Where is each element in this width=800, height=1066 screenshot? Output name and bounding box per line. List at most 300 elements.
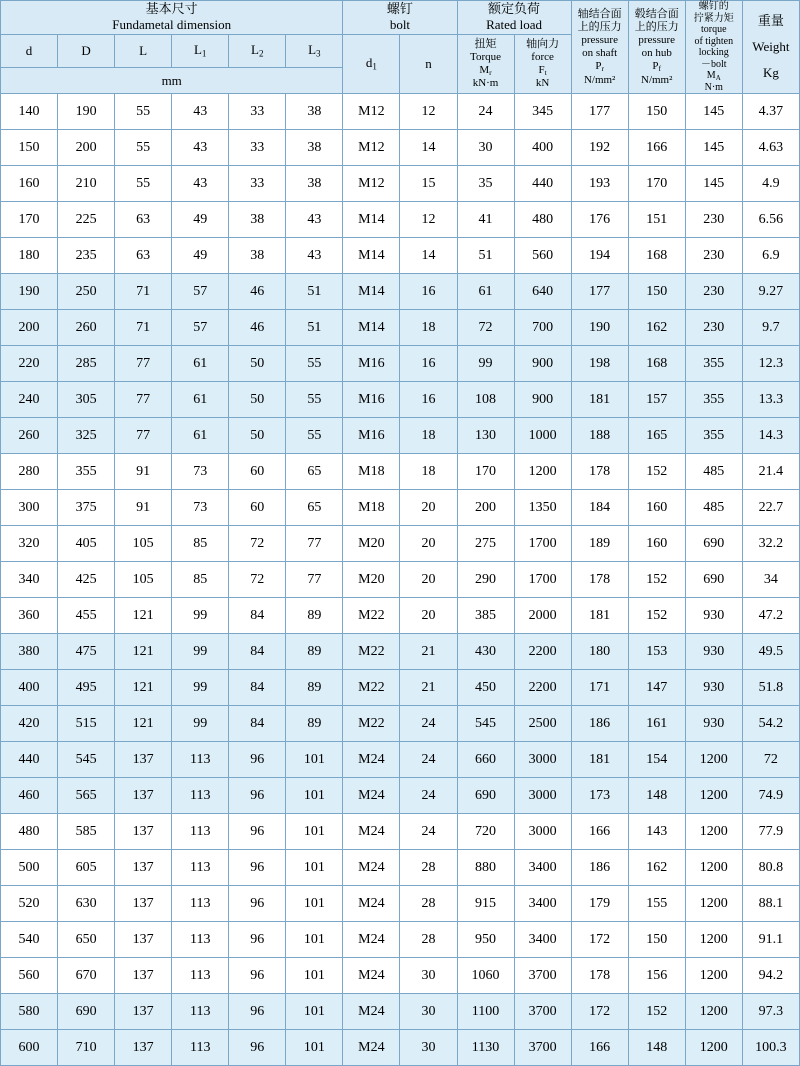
header-group-rated-load (457, 1, 571, 35)
table-cell: 6.56 (742, 202, 799, 238)
header-group-fundamental (1, 1, 343, 35)
table-cell: 455 (58, 598, 115, 634)
table-row (1, 490, 800, 526)
table-cell: 30 (400, 1030, 457, 1066)
table-cell: 33 (229, 130, 286, 166)
table-cell: 46 (229, 310, 286, 346)
table-cell: 72 (457, 310, 514, 346)
table-cell: 930 (685, 634, 742, 670)
table-cell: 565 (58, 778, 115, 814)
header-col-axial-force-unit: kN (535, 77, 550, 90)
table-row (1, 778, 800, 814)
table-cell: 189 (571, 526, 628, 562)
table-cell: 96 (229, 1030, 286, 1066)
table-cell: 77.9 (742, 814, 799, 850)
table-cell: 930 (685, 706, 742, 742)
table-cell: 178 (571, 562, 628, 598)
table-cell: 101 (286, 994, 343, 1030)
table-cell: 700 (514, 310, 571, 346)
table-cell: 89 (286, 634, 343, 670)
table-cell: 235 (58, 238, 115, 274)
table-cell: 545 (457, 706, 514, 742)
table-cell: 121 (115, 598, 172, 634)
table-cell: 21.4 (742, 454, 799, 490)
table-cell: 177 (571, 94, 628, 130)
table-cell: 47.2 (742, 598, 799, 634)
table-cell: 200 (1, 310, 58, 346)
table-cell: 168 (628, 346, 685, 382)
table-cell: 77 (115, 418, 172, 454)
table-cell: 54.2 (742, 706, 799, 742)
table-cell: 900 (514, 382, 571, 418)
table-cell: 440 (514, 166, 571, 202)
table-cell: 605 (58, 850, 115, 886)
table-cell: 210 (58, 166, 115, 202)
table-cell: 3400 (514, 922, 571, 958)
table-cell: 162 (628, 850, 685, 886)
table-cell: 28 (400, 850, 457, 886)
table-cell: 3700 (514, 958, 571, 994)
table-cell: 1200 (685, 922, 742, 958)
table-cell: 35 (457, 166, 514, 202)
table-cell: 150 (628, 94, 685, 130)
header-col-L1: $L_1$ (172, 34, 229, 68)
table-cell: M24 (343, 814, 400, 850)
table-row (1, 418, 800, 454)
table-cell: 180 (1, 238, 58, 274)
table-cell: M16 (343, 382, 400, 418)
table-cell: 168 (628, 238, 685, 274)
table-cell: 33 (229, 166, 286, 202)
table-row (1, 382, 800, 418)
table-cell: 440 (1, 742, 58, 778)
header-locking-bolt-torque-symbol: $M_A$ (706, 70, 721, 82)
table-cell: 43 (286, 202, 343, 238)
table-cell: 77 (286, 526, 343, 562)
table-cell: 156 (628, 958, 685, 994)
table-cell: 96 (229, 958, 286, 994)
table-cell: 1200 (685, 994, 742, 1030)
table-cell: 84 (229, 706, 286, 742)
header-pressure-on-hub (628, 1, 685, 94)
table-row (1, 886, 800, 922)
table-cell: 1100 (457, 994, 514, 1030)
table-cell: 38 (286, 130, 343, 166)
table-cell: 240 (1, 382, 58, 418)
table-cell: 73 (172, 454, 229, 490)
table-cell: 150 (628, 274, 685, 310)
table-cell: M12 (343, 166, 400, 202)
header-pressure-on-shaft-en1: pressure (581, 33, 618, 46)
table-cell: 400 (514, 130, 571, 166)
header-group-bolt-cn: 螺钉 (386, 1, 413, 16)
header-pressure-on-shaft-cn2: 上的压力 (577, 20, 622, 33)
header-pressure-on-hub-cn1: 毂结合面 (634, 7, 679, 20)
table-cell: 89 (286, 706, 343, 742)
table-cell: 1200 (685, 850, 742, 886)
table-cell: 230 (685, 310, 742, 346)
table-cell: 710 (58, 1030, 115, 1066)
table-cell: 290 (457, 562, 514, 598)
table-cell: 178 (571, 454, 628, 490)
table-cell: 360 (1, 598, 58, 634)
table-cell: 63 (115, 238, 172, 274)
table-cell: 49 (172, 202, 229, 238)
header-locking-bolt-torque-en1: torque (701, 24, 727, 35)
table-cell: 72 (229, 526, 286, 562)
table-cell: M18 (343, 454, 400, 490)
table-cell: 580 (1, 994, 58, 1030)
table-cell: 143 (628, 814, 685, 850)
table-cell: 600 (1, 1030, 58, 1066)
table-cell: 43 (172, 94, 229, 130)
table-cell: 18 (400, 310, 457, 346)
table-cell: 650 (58, 922, 115, 958)
table-cell: 50 (229, 418, 286, 454)
table-cell: 190 (1, 274, 58, 310)
table-row (1, 310, 800, 346)
table-row (1, 634, 800, 670)
table-cell: 65 (286, 454, 343, 490)
table-cell: 72 (742, 742, 799, 778)
table-cell: M14 (343, 202, 400, 238)
header-col-L3: $L_3$ (286, 34, 343, 68)
table-cell: 9.7 (742, 310, 799, 346)
table-cell: 150 (628, 922, 685, 958)
table-cell: 55 (286, 346, 343, 382)
table-cell: 630 (58, 886, 115, 922)
header-pressure-on-hub-unit: N/mm² (641, 73, 673, 86)
table-cell: 515 (58, 706, 115, 742)
table-cell: M22 (343, 670, 400, 706)
table-cell: 480 (1, 814, 58, 850)
table-cell: 113 (172, 958, 229, 994)
header-col-torque-unit: kN·m (472, 77, 499, 90)
table-cell: 1700 (514, 526, 571, 562)
table-row (1, 346, 800, 382)
table-cell: 94.2 (742, 958, 799, 994)
table-cell: M24 (343, 778, 400, 814)
table-cell: 91 (115, 490, 172, 526)
table-cell: 38 (229, 238, 286, 274)
header-col-L: L (115, 34, 172, 68)
table-cell: 166 (571, 1030, 628, 1066)
table-cell: 24 (400, 814, 457, 850)
table-cell: 172 (571, 994, 628, 1030)
table-cell: 21 (400, 634, 457, 670)
header-weight (742, 1, 799, 94)
table-cell: 305 (58, 382, 115, 418)
table-cell: 190 (571, 310, 628, 346)
table-cell: 430 (457, 634, 514, 670)
table-cell: M24 (343, 742, 400, 778)
table-cell: 1200 (685, 886, 742, 922)
table-cell: 230 (685, 202, 742, 238)
table-cell: 1200 (685, 814, 742, 850)
table-cell: 2200 (514, 634, 571, 670)
table-cell: M24 (343, 886, 400, 922)
table-row (1, 130, 800, 166)
header-group-bolt (343, 1, 457, 35)
table-cell: 280 (1, 454, 58, 490)
table-row (1, 1030, 800, 1066)
table-cell: 137 (115, 958, 172, 994)
table-cell: 100.3 (742, 1030, 799, 1066)
table-cell: 101 (286, 778, 343, 814)
table-cell: 72 (229, 562, 286, 598)
table-cell: 57 (172, 274, 229, 310)
table-cell: 20 (400, 598, 457, 634)
table-cell: 950 (457, 922, 514, 958)
table-cell: 157 (628, 382, 685, 418)
table-cell: 24 (457, 94, 514, 130)
table-row (1, 526, 800, 562)
table-cell: 51 (457, 238, 514, 274)
table-cell: 152 (628, 994, 685, 1030)
table-cell: 24 (400, 778, 457, 814)
table-cell: 160 (628, 490, 685, 526)
header-col-D: D (58, 34, 115, 68)
table-cell: M24 (343, 1030, 400, 1066)
table-cell: 420 (1, 706, 58, 742)
table-cell: 101 (286, 1030, 343, 1066)
header-pressure-on-hub-en1: pressure (638, 33, 676, 46)
table-cell: 84 (229, 670, 286, 706)
table-cell: M14 (343, 310, 400, 346)
table-cell: 71 (115, 310, 172, 346)
table-cell: 165 (628, 418, 685, 454)
table-cell: 14 (400, 238, 457, 274)
table-cell: 9.27 (742, 274, 799, 310)
table-cell: 930 (685, 598, 742, 634)
table-cell: 1000 (514, 418, 571, 454)
table-cell: 96 (229, 778, 286, 814)
table-cell: 28 (400, 922, 457, 958)
table-cell: 137 (115, 1030, 172, 1066)
table-cell: 77 (115, 382, 172, 418)
table-cell: 91 (115, 454, 172, 490)
table-cell: 99 (172, 670, 229, 706)
table-cell: 85 (172, 526, 229, 562)
header-pressure-on-shaft-symbol: $P_r$ (595, 60, 604, 74)
header-weight-cn: 重量 (757, 12, 784, 28)
header-group-fundamental-en: Fundametal dimension (112, 17, 232, 33)
table-cell: M18 (343, 490, 400, 526)
table-cell: 101 (286, 886, 343, 922)
header-group-rated-load-en: Rated load (486, 17, 543, 33)
table-row (1, 202, 800, 238)
header-locking-bolt-torque-cn1: 螺钉的 (698, 1, 729, 12)
table-cell: 55 (286, 418, 343, 454)
table-cell: 85 (172, 562, 229, 598)
table-cell: 170 (1, 202, 58, 238)
table-cell: 96 (229, 994, 286, 1030)
table-cell: 108 (457, 382, 514, 418)
table-cell: 198 (571, 346, 628, 382)
table-cell: 15 (400, 166, 457, 202)
table-cell: M16 (343, 418, 400, 454)
table-cell: 97.3 (742, 994, 799, 1030)
table-cell: 200 (457, 490, 514, 526)
table-cell: 91.1 (742, 922, 799, 958)
header-pressure-on-shaft-unit: N/mm² (583, 73, 616, 86)
table-row (1, 454, 800, 490)
table-cell: M22 (343, 634, 400, 670)
header-group-bolt-en: bolt (389, 17, 411, 33)
table-cell: M12 (343, 130, 400, 166)
table-cell: 6.9 (742, 238, 799, 274)
table-cell: 60 (229, 454, 286, 490)
table-cell: 152 (628, 562, 685, 598)
table-cell: 96 (229, 742, 286, 778)
table-cell: 720 (457, 814, 514, 850)
table-cell: 3700 (514, 994, 571, 1030)
table-cell: 3400 (514, 850, 571, 886)
table-cell: M24 (343, 850, 400, 886)
table-cell: 560 (514, 238, 571, 274)
table-cell: 1200 (685, 778, 742, 814)
table-cell: 1200 (685, 958, 742, 994)
table-cell: 113 (172, 778, 229, 814)
table-cell: 320 (1, 526, 58, 562)
table-cell: 24 (400, 742, 457, 778)
table-cell: 137 (115, 742, 172, 778)
header-col-torque-symbol: $M_r$ (479, 63, 492, 77)
table-cell: 660 (457, 742, 514, 778)
table-cell: 166 (571, 814, 628, 850)
table-cell: 690 (58, 994, 115, 1030)
header-col-torque-cn: 扭矩 (474, 37, 497, 50)
table-cell: 137 (115, 994, 172, 1030)
header-col-torque-en: Torque (470, 50, 502, 63)
table-cell: 16 (400, 346, 457, 382)
table-cell: 250 (58, 274, 115, 310)
table-cell: 140 (1, 94, 58, 130)
table-cell: 400 (1, 670, 58, 706)
table-row (1, 670, 800, 706)
table-cell: 585 (58, 814, 115, 850)
table-cell: M24 (343, 958, 400, 994)
table-cell: 485 (685, 454, 742, 490)
table-cell: 177 (571, 274, 628, 310)
table-row (1, 850, 800, 886)
table-cell: 43 (172, 130, 229, 166)
table-cell: M22 (343, 706, 400, 742)
table-cell: 51 (286, 274, 343, 310)
table-cell: M12 (343, 94, 400, 130)
table-row (1, 562, 800, 598)
table-cell: 145 (685, 94, 742, 130)
table-cell: 176 (571, 202, 628, 238)
table-cell: 405 (58, 526, 115, 562)
table-cell: 89 (286, 670, 343, 706)
header-col-axial-force-en: force (531, 50, 554, 63)
table-cell: 145 (685, 130, 742, 166)
table-cell: 2000 (514, 598, 571, 634)
table-cell: 190 (58, 94, 115, 130)
table-cell: 99 (172, 706, 229, 742)
table-cell: 80.8 (742, 850, 799, 886)
table-cell: 55 (115, 94, 172, 130)
header-pressure-on-hub-symbol: $P_f$ (652, 60, 662, 74)
table-cell: 1200 (685, 1030, 742, 1066)
table-cell: 230 (685, 274, 742, 310)
table-cell: M24 (343, 994, 400, 1030)
header-col-n: n (400, 34, 457, 94)
header-col-axial-force-symbol: $F_t$ (538, 63, 547, 77)
table-cell: 38 (229, 202, 286, 238)
table-cell: 14 (400, 130, 457, 166)
table-cell: 113 (172, 814, 229, 850)
table-cell: 148 (628, 778, 685, 814)
table-cell: 137 (115, 922, 172, 958)
table-cell: 495 (58, 670, 115, 706)
table-cell: 113 (172, 850, 229, 886)
table-cell: 1700 (514, 562, 571, 598)
table-cell: 260 (58, 310, 115, 346)
table-row (1, 742, 800, 778)
table-cell: 28 (400, 886, 457, 922)
table-cell: 50 (229, 382, 286, 418)
header-pressure-on-shaft-en2: on shaft (582, 47, 618, 60)
table-cell: 34 (742, 562, 799, 598)
table-cell: 172 (571, 922, 628, 958)
table-cell: 55 (115, 130, 172, 166)
table-cell: 161 (628, 706, 685, 742)
table-cell: M14 (343, 274, 400, 310)
table-cell: 145 (685, 166, 742, 202)
table-cell: 21 (400, 670, 457, 706)
table-row (1, 166, 800, 202)
table-cell: 51.8 (742, 670, 799, 706)
table-cell: 113 (172, 994, 229, 1030)
table-cell: 101 (286, 850, 343, 886)
table-cell: 121 (115, 706, 172, 742)
table-cell: 225 (58, 202, 115, 238)
table-row (1, 922, 800, 958)
table-cell: 105 (115, 526, 172, 562)
header-locking-bolt-torque-unit: N·m (704, 81, 723, 93)
table-cell: 194 (571, 238, 628, 274)
header-locking-bolt-torque-en2: of tighten (694, 35, 734, 47)
table-cell: 12 (400, 94, 457, 130)
table-cell: 880 (457, 850, 514, 886)
header-group-rated-load-cn: 额定负荷 (488, 1, 541, 16)
table-row (1, 958, 800, 994)
table-cell: 160 (1, 166, 58, 202)
table-cell: 113 (172, 922, 229, 958)
table-cell: 355 (58, 454, 115, 490)
table-cell: 24 (400, 706, 457, 742)
header-weight-unit: Kg (762, 65, 779, 81)
table-cell: 275 (457, 526, 514, 562)
table-cell: 385 (457, 598, 514, 634)
table-cell: 84 (229, 634, 286, 670)
header-col-axial-force (514, 34, 571, 94)
table-cell: 113 (172, 742, 229, 778)
table-cell: 137 (115, 850, 172, 886)
table-cell: 220 (1, 346, 58, 382)
header-pressure-on-hub-en2: on hub (641, 47, 672, 60)
table-cell: 96 (229, 886, 286, 922)
table-cell: 3400 (514, 886, 571, 922)
table-cell: 500 (1, 850, 58, 886)
header-col-d: d (1, 34, 58, 68)
table-cell: 540 (1, 922, 58, 958)
table-cell: M20 (343, 526, 400, 562)
table-cell: 96 (229, 922, 286, 958)
table-cell: 162 (628, 310, 685, 346)
